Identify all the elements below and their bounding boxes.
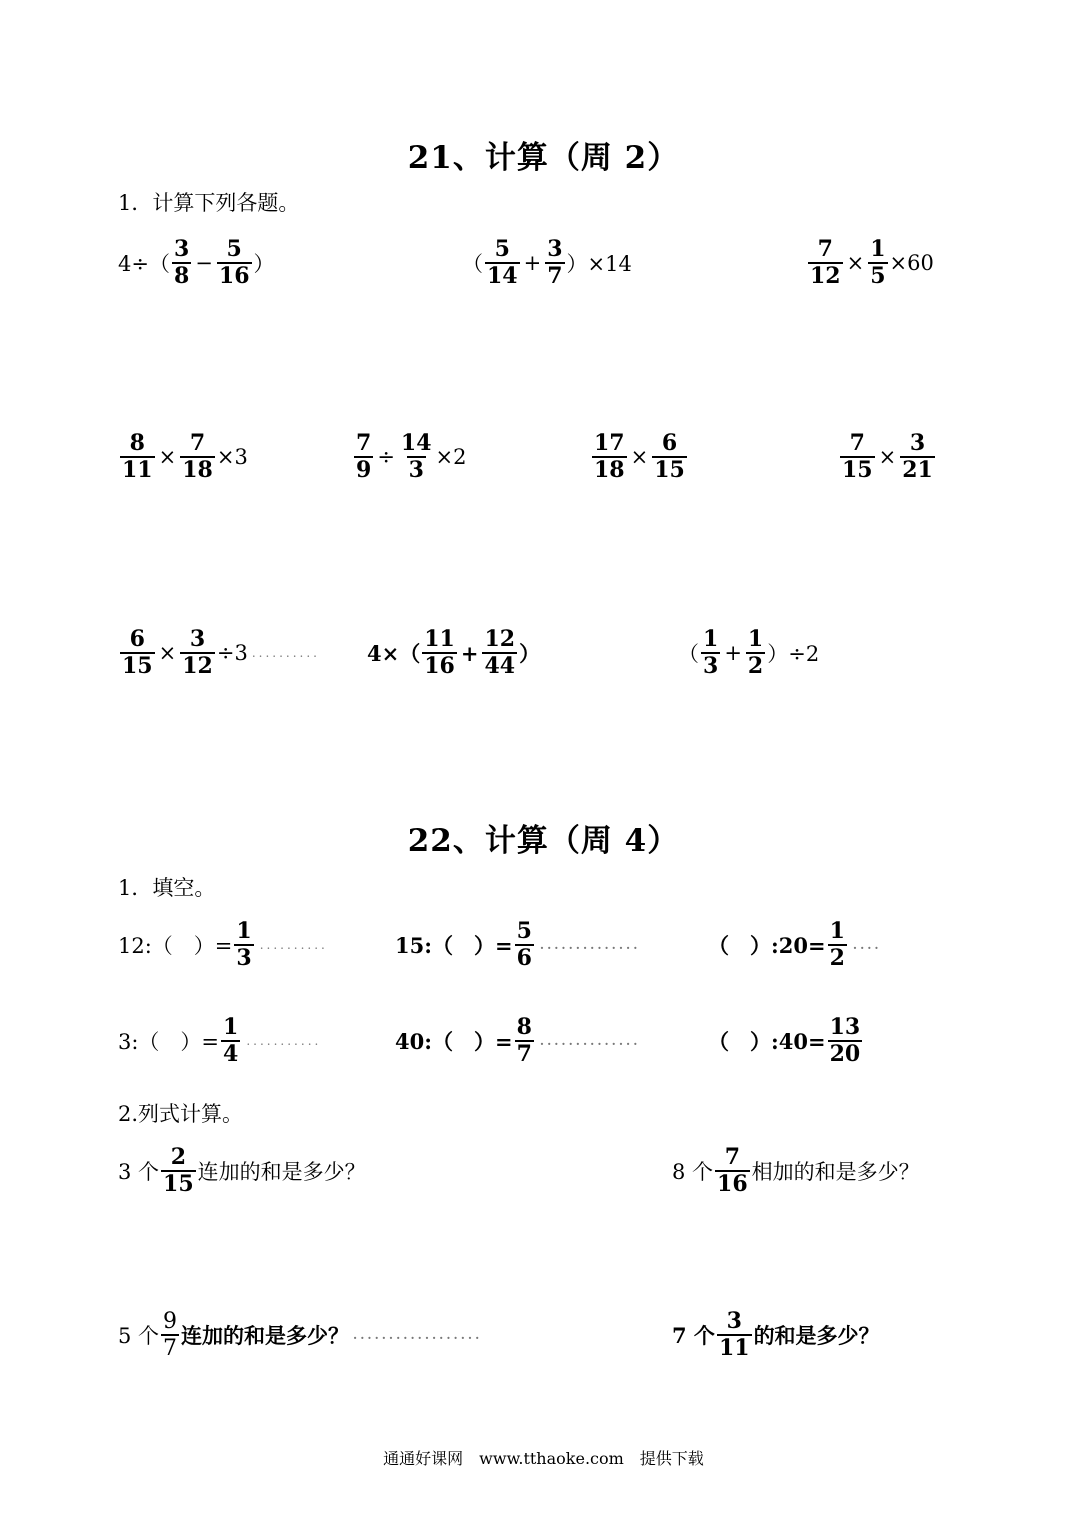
denominator: 16 — [218, 263, 250, 290]
footer-credit: 通通好课网 www.tthaoke.com 提供下载 — [383, 1449, 704, 1468]
numerator: 2 — [170, 1144, 187, 1170]
word-tail: 连加的和是多少？ — [181, 1323, 350, 1349]
problem-lead: （ — [678, 642, 699, 667]
numerator: 7 — [817, 236, 833, 262]
numerator: 1 — [703, 626, 719, 652]
denominator: 12 — [810, 263, 841, 290]
denominator: 44 — [484, 653, 516, 680]
fraction — [354, 432, 373, 482]
numerator: 6 — [129, 626, 145, 652]
problem-10 — [678, 628, 819, 678]
fraction — [120, 628, 155, 678]
operator: × — [630, 445, 649, 470]
dotted-spacer: .................. — [353, 1328, 483, 1343]
fraction — [172, 238, 191, 288]
fill-lead: （ ）:40= — [708, 1029, 826, 1055]
fraction — [120, 432, 155, 482]
fill-1 — [118, 920, 332, 970]
denominator: 12 — [182, 653, 213, 680]
word-tail: 连加的和是多少？ — [197, 1160, 366, 1185]
denominator: 11 — [718, 1335, 750, 1362]
fill-lead: 15:（ ）= — [395, 933, 513, 959]
numerator: 1 — [747, 626, 764, 652]
denominator: 16 — [424, 653, 455, 680]
denominator: 14 — [487, 263, 518, 290]
fraction — [217, 238, 252, 288]
numerator: 14 — [400, 430, 432, 456]
problem-lead: （ — [462, 252, 483, 277]
problem-tail: ）×14 — [566, 252, 632, 277]
dotted-spacer: .... — [852, 938, 882, 953]
operator: − — [195, 251, 213, 276]
denominator: 11 — [122, 457, 153, 484]
numerator: 5 — [226, 236, 242, 262]
operator: + — [460, 640, 479, 666]
operator: + — [724, 641, 742, 666]
problem-tail: ×3 — [216, 445, 248, 470]
problem-1 — [118, 238, 275, 288]
problem-tail: ） — [519, 641, 541, 667]
numerator: 11 — [424, 626, 455, 652]
fill-6 — [708, 1016, 864, 1066]
dotted-spacer: .......... — [259, 938, 328, 953]
denominator: 9 — [356, 457, 372, 484]
dotted-spacer: .......... — [251, 646, 320, 661]
fill-5 — [395, 1016, 644, 1066]
denominator: 16 — [717, 1171, 748, 1198]
operator: × — [846, 251, 865, 276]
problem-tail: ） — [253, 252, 275, 277]
word-problem-2 — [672, 1146, 920, 1196]
fraction — [746, 628, 765, 678]
fraction — [221, 1016, 240, 1066]
denominator: 6 — [516, 945, 532, 972]
problem-8 — [118, 628, 324, 678]
numerator: 6 — [661, 430, 678, 456]
numerator: 1 — [829, 918, 845, 944]
numerator: 3 — [189, 626, 206, 652]
fraction — [717, 1310, 752, 1360]
fraction — [652, 432, 687, 482]
fill-4 — [118, 1016, 325, 1066]
dotted-spacer: ........... — [246, 1034, 322, 1049]
denominator: 7 — [516, 1041, 532, 1068]
denominator: 7 — [547, 263, 563, 290]
fraction — [828, 920, 847, 970]
fraction — [422, 628, 457, 678]
numerator: 3 — [909, 430, 926, 456]
operator: × — [158, 445, 177, 470]
denominator: 18 — [182, 457, 213, 484]
dotted-spacer: .............. — [539, 1034, 641, 1049]
fraction — [808, 238, 843, 288]
fraction — [515, 1016, 534, 1066]
numerator: 3 — [173, 236, 190, 262]
numerator: 1 — [223, 1014, 239, 1040]
fraction — [180, 628, 215, 678]
denominator: 5 — [870, 263, 886, 290]
problem-5 — [352, 432, 467, 482]
denominator: 3 — [703, 653, 719, 680]
fill-lead: （ ）:20= — [708, 933, 826, 959]
word-tail: 的和是多少？ — [753, 1323, 880, 1349]
numerator: 7 — [356, 430, 372, 456]
denominator: 7 — [163, 1336, 178, 1362]
problem-3 — [806, 238, 934, 288]
section-22-task1: 1．填空。 — [118, 876, 216, 900]
numerator: 7 — [849, 430, 865, 456]
numerator: 5 — [516, 918, 532, 944]
problem-tail: ×60 — [889, 251, 934, 276]
word-tail: 相加的和是多少？ — [751, 1160, 920, 1185]
denominator: 2 — [829, 945, 845, 972]
fraction — [828, 1016, 863, 1066]
denominator: 4 — [223, 1041, 239, 1068]
fraction — [868, 238, 887, 288]
fraction — [900, 432, 935, 482]
numerator: 8 — [129, 430, 145, 456]
fraction — [545, 238, 564, 288]
fraction — [399, 432, 434, 482]
fill-lead: 12:（ ）= — [118, 934, 233, 959]
denominator: 3 — [408, 457, 424, 484]
numerator: 8 — [516, 1014, 532, 1040]
fraction — [482, 628, 517, 678]
fraction — [701, 628, 720, 678]
word-problem-3 — [118, 1310, 486, 1360]
denominator: 15 — [163, 1171, 194, 1198]
numerator: 1 — [870, 236, 886, 262]
fill-lead: 40:（ ）= — [395, 1029, 513, 1055]
numerator: 7 — [189, 430, 206, 456]
problem-4 — [118, 432, 248, 482]
problem-lead: 4÷（ — [118, 252, 170, 277]
section-22-title: 22、计算（周 4） — [407, 823, 680, 859]
numerator: 3 — [726, 1308, 742, 1334]
fill-lead: 3:（ ）= — [118, 1030, 220, 1055]
fraction — [180, 432, 215, 482]
dotted-spacer: .............. — [539, 938, 641, 953]
numerator: 17 — [594, 430, 625, 456]
fraction — [234, 920, 253, 970]
denominator: 15 — [842, 457, 873, 484]
denominator: 20 — [829, 1041, 861, 1068]
fraction — [515, 920, 534, 970]
numerator: 3 — [547, 236, 563, 262]
word-lead: 3 个 — [118, 1160, 160, 1185]
numerator: 1 — [236, 918, 252, 944]
problem-tail: ×2 — [435, 445, 467, 470]
word-lead: 8 个 — [672, 1160, 714, 1185]
denominator: 15 — [654, 457, 685, 484]
numerator: 7 — [724, 1144, 741, 1170]
operator: ÷ — [377, 445, 395, 470]
denominator: 3 — [236, 945, 252, 972]
numerator: 9 — [163, 1309, 178, 1334]
fill-2 — [395, 920, 644, 970]
operator: × — [878, 445, 897, 470]
problem-tail: ÷3 — [216, 641, 248, 666]
word-lead: 5 个 — [118, 1324, 160, 1349]
section-21-title: 21、计算（周 2） — [407, 140, 680, 176]
problem-7 — [838, 432, 937, 482]
numerator: 13 — [829, 1014, 861, 1040]
denominator: 15 — [122, 653, 153, 680]
numerator: 5 — [494, 236, 510, 262]
fraction — [715, 1146, 750, 1196]
operator: × — [158, 641, 177, 666]
fraction — [161, 1310, 179, 1360]
fraction — [485, 238, 520, 288]
denominator: 18 — [594, 457, 625, 484]
word-problem-4 — [672, 1310, 880, 1360]
problem-9 — [367, 628, 540, 678]
problem-lead: 4×（ — [367, 641, 421, 667]
word-problem-1 — [118, 1146, 366, 1196]
problem-6 — [590, 432, 689, 482]
denominator: 21 — [902, 457, 933, 484]
operator: + — [523, 251, 542, 276]
section-22-task2: 2.列式计算。 — [118, 1102, 244, 1126]
fraction — [592, 432, 627, 482]
section-21-task1: 1．计算下列各题。 — [118, 191, 300, 215]
problem-tail: ）÷2 — [767, 642, 820, 667]
word-lead: 7 个 — [672, 1323, 715, 1349]
fill-3 — [708, 920, 886, 970]
fraction — [840, 432, 875, 482]
denominator: 2 — [747, 653, 764, 680]
fraction — [161, 1146, 196, 1196]
problem-2 — [462, 238, 632, 288]
denominator: 8 — [173, 263, 190, 290]
numerator: 12 — [484, 626, 516, 652]
